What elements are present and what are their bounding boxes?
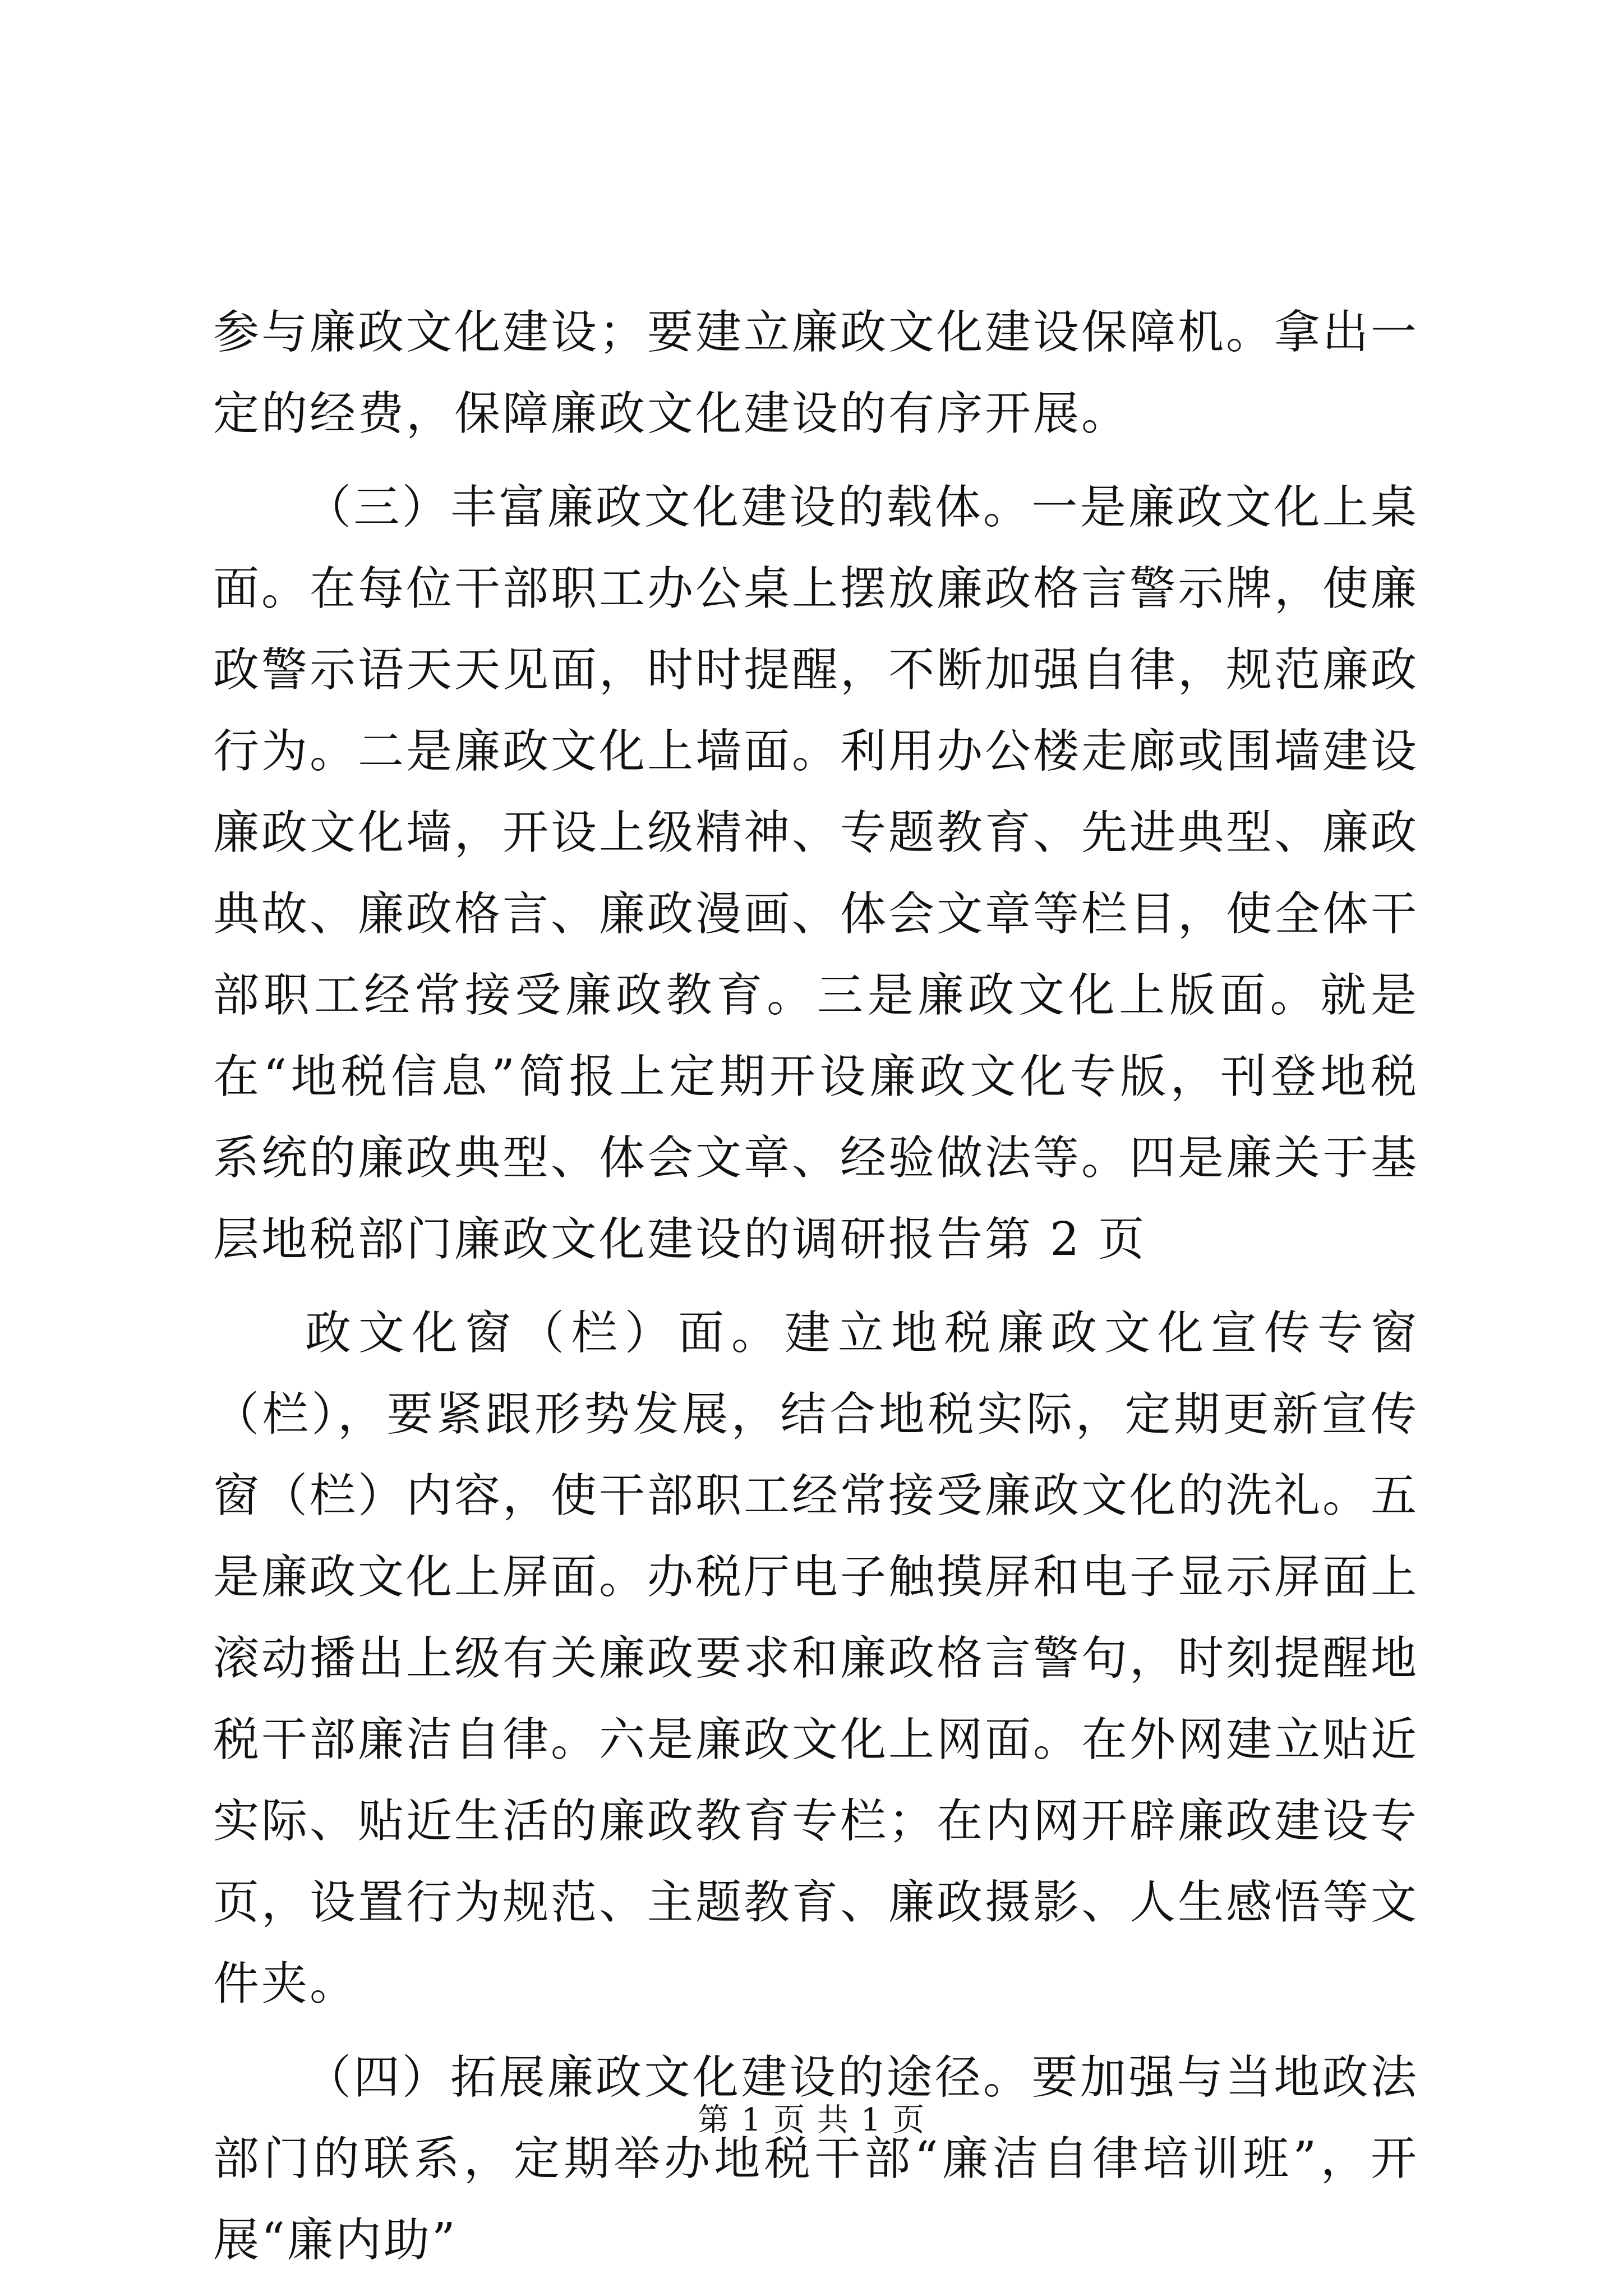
paragraph-4: （四）拓展廉政文化建设的途径。要加强与当地政法部门的联系，定期举办地税干部“廉洁自律培训班”，开展“廉内助” bbox=[213, 2051, 1419, 2267]
paragraph-2: （三）丰富廉政文化建设的载体。一是廉政文化上桌面。在每位干部职工办公桌上摆放廉政格言警示牌，使廉政警示语天天见面，时时提醒，不断加强自律，规范廉政行为。二是廉政文化上墙面。利用办公楼走廊或围墙建设廉政文化墙，开设上级精神、专题教育、先进典型、廉政典故、廉政格言、廉政漫画、体会文章等栏目，使全体干部职工经常接受廉政教育。三是廉政文化上版面。就是在“地税信息”简报上定期开设廉政文化专版，刊登地税系统的廉政典型、体会文章、经验做法等。四是廉关于基层地税部门廉政文化建设的调研报告第 2 页 bbox=[213, 481, 1419, 1266]
document-body bbox=[213, 292, 1419, 2281]
page-footer: 第 1 页 共 1 页 bbox=[697, 2102, 926, 2138]
paragraph-1: 参与廉政文化建设；要建立廉政文化建设保障机。拿出一定的经费，保障廉政文化建设的有序开展。 bbox=[213, 306, 1419, 440]
paragraph-3: 政文化窗（栏）面。建立地税廉政文化宣传专窗（栏），要紧跟形势发展，结合地税实际，定期更新宣传窗（栏）内容，使干部职工经常接受廉政文化的洗礼。五是廉政文化上屏面。办税厅电子触摸屏和电子显示屏面上滚动播出上级有关廉政要求和廉政格言警句，时刻提醒地税干部廉洁自律。六是廉政文化上网面。在外网建立贴近实际、贴近生活的廉政教育专栏；在内网开辟廉政建设专页，设置行为规范、主题教育、廉政摄影、人生感悟等文件夹。 bbox=[213, 1306, 1419, 2010]
